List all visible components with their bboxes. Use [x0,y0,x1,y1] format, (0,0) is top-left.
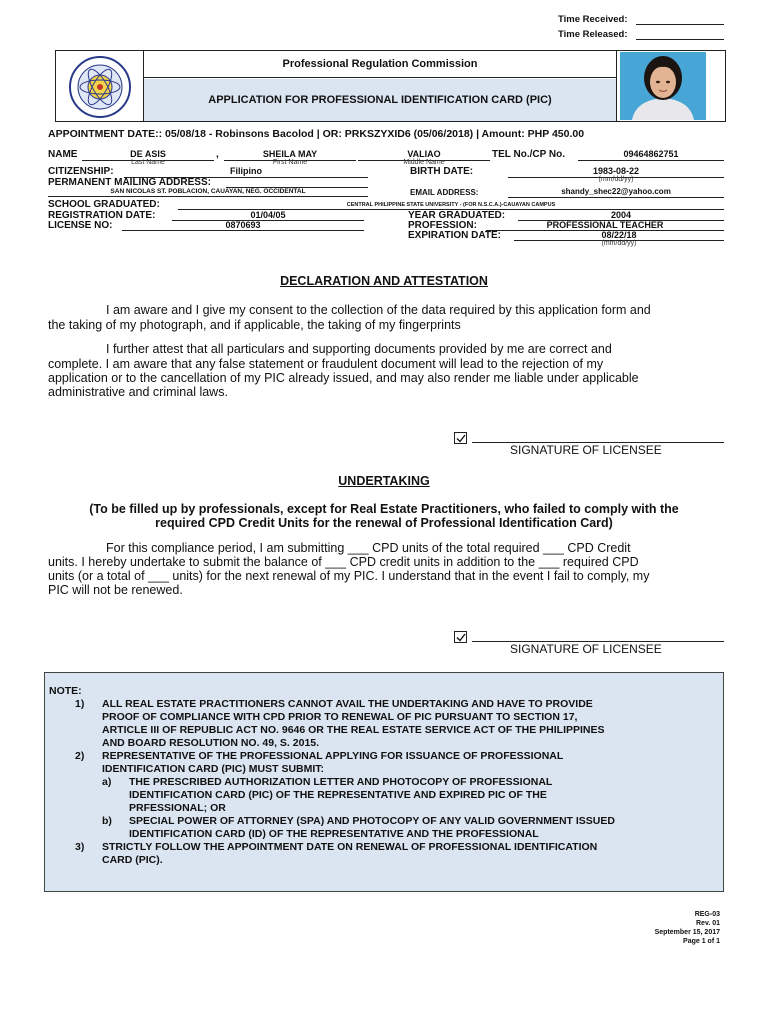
undertaking-paragraph-line-3: units (or a total of ___ units) for the next renewal of my PIC. I understand that in the event I fail to comply, my [48,569,650,583]
appointment-details: APPOINTMENT DATE:: 05/08/18 - Robinsons Bacolod | OR: PRKSZYXID6 (05/06/2018) | Amount: PHP 450.00 [48,128,585,140]
undertaking-paragraph-line-1: For this compliance period, I am submitting ___ CPD units of the total required ___ CPD Credit [106,541,631,555]
note-2-line-2: IDENTIFICATION CARD (PIC) MUST SUBMIT: [102,763,325,775]
middle-name-caption: Middle Name [403,159,445,166]
undertaking-paragraph-line-4: PIC will not be renewed. [48,583,183,597]
undertaking-paragraph-line-2: units. I hereby undertake to submit the balance of ___ CPD credit units in addition to the ___ required CPD [48,555,639,569]
time-released-field[interactable] [636,39,724,40]
declaration-title: DECLARATION AND ATTESTATION [280,274,488,288]
birth-date-caption: (mm/dd/yy) [598,176,634,183]
expiration-date-label: EXPIRATION DATE: [408,230,501,241]
note-2a-line-1: THE PRESCRIBED AUTHORIZATION LETTER AND PHOTOCOPY OF PROFESSIONAL [129,776,553,788]
note-1-line-2: PROOF OF COMPLIANCE WITH CPD PRIOR TO RENEWAL OF PIC PURSUANT TO SECTION 17, [102,711,578,723]
time-received-field[interactable] [636,24,724,25]
profession-field[interactable]: PROFESSIONAL TEACHER [486,220,724,231]
registration-date-label: REGISTRATION DATE: [48,210,156,221]
form-title: APPLICATION FOR PROFESSIONAL IDENTIFICATION CARD (PIC) [144,79,616,121]
registration-date-field[interactable]: 01/04/05 [172,210,364,221]
page-number: Page 1 of 1 [683,938,720,945]
declaration-paragraph-1-line-1: I am aware and I give my consent to the collection of the data required by this application form and [106,303,651,317]
citizenship-field[interactable]: Filipino [124,166,368,178]
declaration-paragraph-2-line-4: administrative and criminal laws. [48,385,228,399]
school-graduated-field[interactable]: CENTRAL PHILIPPINE STATE UNIVERSITY - (FOR N.S.C.A.)-CAUAYAN CAMPUS [178,200,724,210]
note-3-line-1: STRICTLY FOLLOW THE APPOINTMENT DATE ON RENEWAL OF PROFESSIONAL IDENTIFICATION [102,841,598,853]
note-2b-line-2: IDENTIFICATION CARD (ID) OF THE REPRESENTATIVE AND THE PROFESSIONAL [129,828,539,840]
note-3-line-2: CARD (PIC). [102,854,163,866]
tel-field[interactable]: 09464862751 [578,149,724,161]
name-comma: , [216,149,219,160]
note-1-line-1: ALL REAL ESTATE PRACTITIONERS CANNOT AVAIL THE UNDERTAKING AND HAVE TO PROVIDE [102,698,593,710]
note-1-line-4: AND BOARD RESOLUTION NO. 49, S. 2015. [102,737,320,749]
last-name-caption: Last Name [131,159,165,166]
declaration-paragraph-2-line-1: I further attest that all particulars and supporting documents provided by me are correct and [106,342,612,356]
tel-label: TEL No./CP No. [492,149,565,160]
note-2a-number: a) [102,776,112,788]
time-received-label: Time Received: [558,14,628,25]
note-2b-line-1: SPECIAL POWER OF ATTORNEY (SPA) AND PHOTOCOPY OF ANY VALID GOVERNMENT ISSUED [129,815,615,827]
note-2-line-1: REPRESENTATIVE OF THE PROFESSIONAL APPLYING FOR ISSUANCE OF PROFESSIONAL [102,750,564,762]
license-no-field[interactable]: 0870693 [122,220,364,231]
undertaking-subtitle-line-2: required CPD Credit Units for the renewal of Professional Identification Card) [155,516,613,530]
year-graduated-label: YEAR GRADUATED: [408,210,506,221]
year-graduated-field[interactable]: 2004 [518,210,724,221]
note-1-line-3: ARTICLE III OF REPUBLIC ACT NO. 9646 OR THE REAL ESTATE SERVICE ACT OF THE PHILIPPINES [102,724,605,736]
email-label: EMAIL ADDRESS: [410,188,479,197]
profession-label: PROFESSION: [408,220,477,231]
note-box [44,672,724,892]
form-footer [600,910,720,946]
undertaking-signature-label: SIGNATURE OF LICENSEE [510,642,662,656]
undertaking-signature-checkbox[interactable] [454,631,467,643]
declaration-paragraph-2-line-3: application or to the cancellation of my PIC already issued, and may also render me liable under applicable [48,371,639,385]
first-name-field[interactable]: SHEILA MAY [224,149,356,161]
school-graduated-label: SCHOOL GRADUATED: [48,199,160,210]
checkmark-icon [456,434,466,443]
applicant-photo [620,52,706,120]
undertaking-subtitle-line-1: (To be filled up by professionals, except for Real Estate Practitioners, who failed to comply with the [89,502,679,516]
license-no-label: LICENSE NO: [48,220,113,231]
note-2a-line-2: IDENTIFICATION CARD (PIC) OF THE REPRESENTATIVE AND EXPIRED PIC OF THE [129,789,547,801]
note-2-number: 2) [75,750,85,762]
middle-name-field[interactable]: VALIAO [358,149,490,161]
expiration-date-field[interactable]: 08/22/18 [514,230,724,241]
prc-seal-logo [62,55,138,119]
declaration-signature-checkbox[interactable] [454,432,467,444]
undertaking-title: UNDERTAKING [338,474,430,488]
first-name-caption: First Name [272,159,308,166]
note-3-number: 3) [75,841,85,853]
email-field[interactable]: shandy_shec22@yahoo.com [508,187,724,198]
birth-date-field[interactable]: 1983-08-22 [508,166,724,178]
time-released-label: Time Released: [558,29,628,40]
header-box [55,50,726,122]
declaration-signature-label: SIGNATURE OF LICENSEE [510,443,662,457]
mailing-address-field[interactable]: SAN NICOLAS ST. POBLACION, CAUAYAN, NEG. OCCIDENTAL [48,187,368,197]
mailing-address-label: PERMANENT MAILING ADDRESS: [48,177,211,188]
note-2b-number: b) [102,815,112,827]
citizenship-label: CITIZENSHIP: [48,166,114,177]
checkmark-icon [456,633,466,642]
expiration-date-caption: (mm/dd/yy) [601,240,637,247]
commission-name: Professional Regulation Commission [144,51,616,78]
name-label: NAME [48,149,78,160]
birth-date-label: BIRTH DATE: [410,166,474,177]
declaration-paragraph-1-line-2: the taking of my photograph, and if applicable, the taking of my fingerprints [48,318,461,332]
note-label: NOTE: [49,685,82,697]
declaration-paragraph-2-line-2: complete. I am aware that any false statement or fraudulent document will lead to the rejection of my [48,357,604,371]
form-code: REG-03 [694,911,720,918]
form-revision: Rev. 01 [696,920,720,927]
note-2a-line-3: PRFESSIONAL; OR [129,802,226,814]
note-1-number: 1) [75,698,85,710]
last-name-field[interactable]: DE ASIS [82,149,214,161]
form-date: September 15, 2017 [654,929,720,936]
